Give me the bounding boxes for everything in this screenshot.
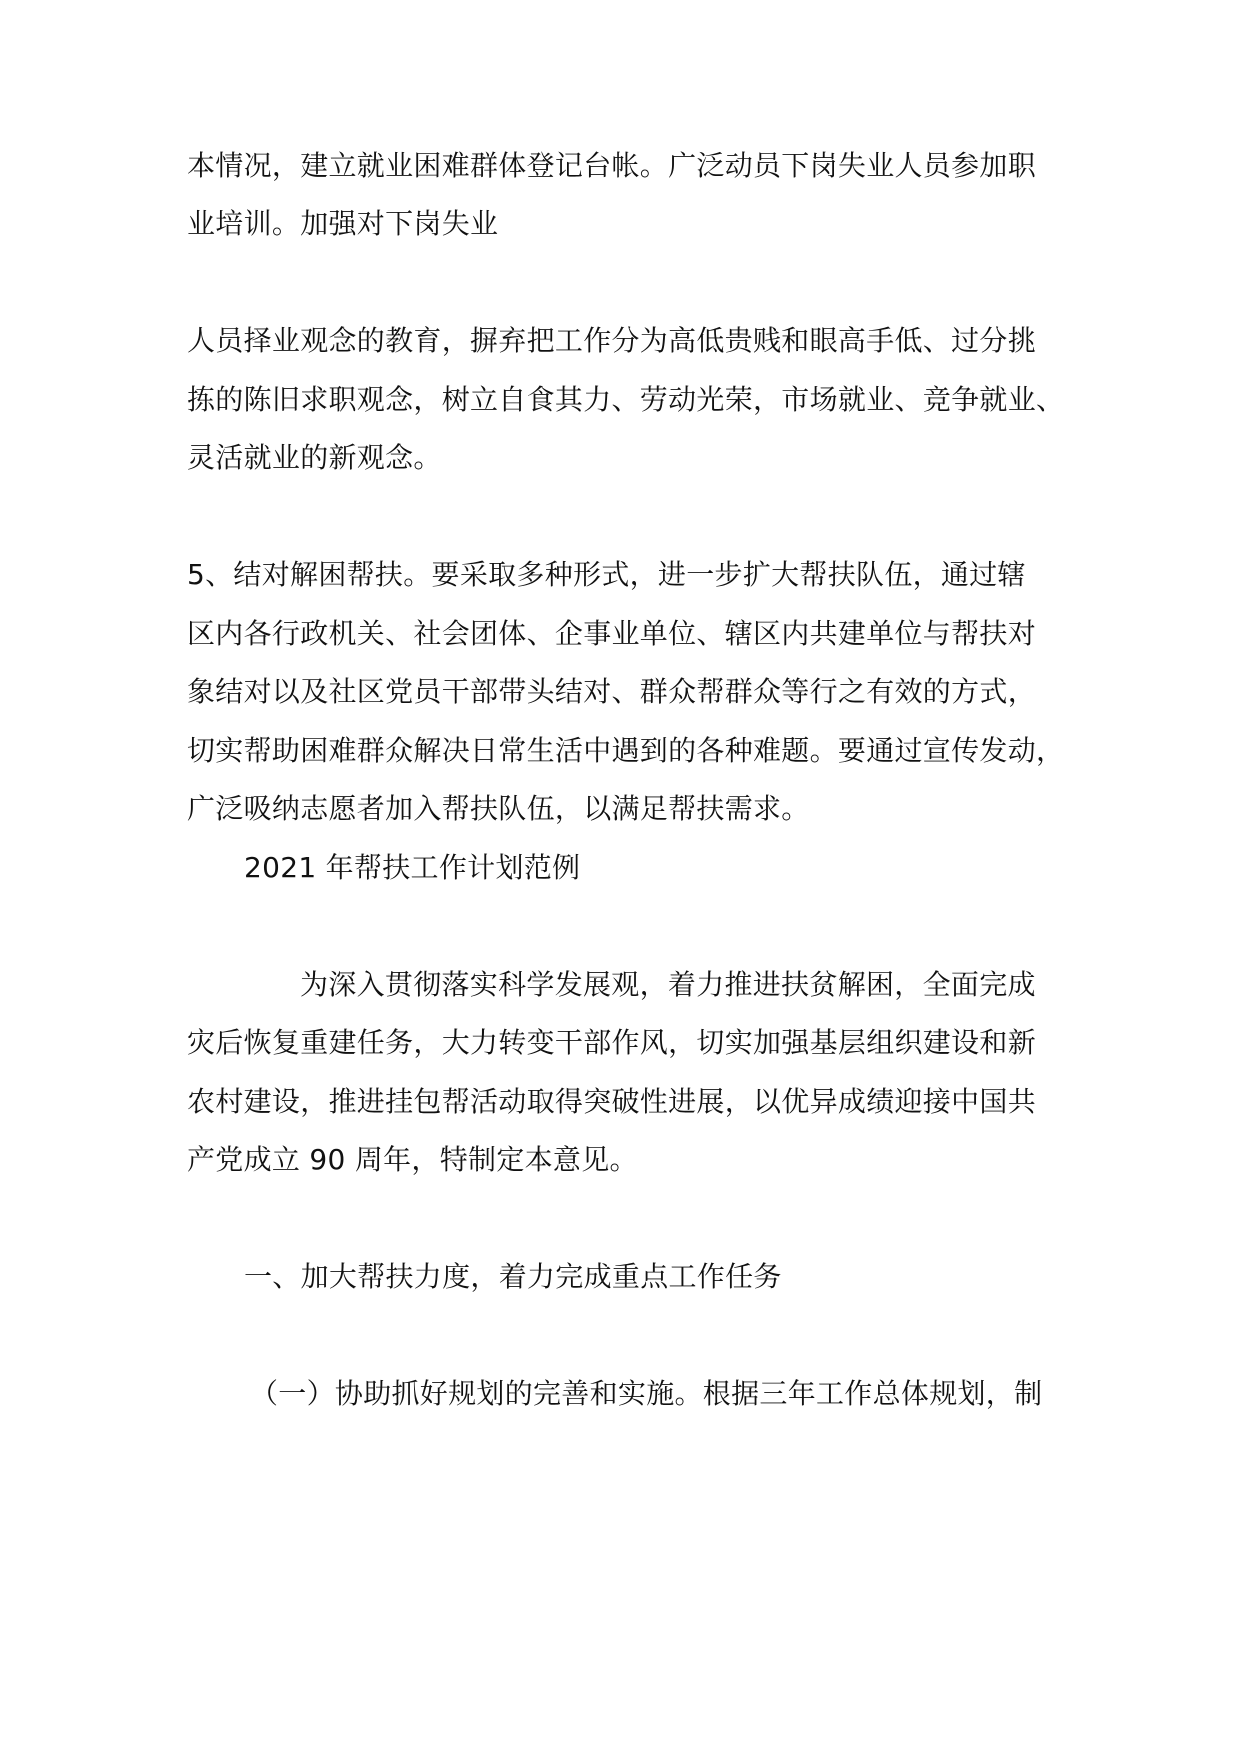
text-line: （一）协助抓好规划的完善和实施。根据三年工作总体规划，制 bbox=[250, 1377, 1043, 1410]
text-line: 象结对以及社区党员干部带头结对、群众帮群众等行之有效的方式， bbox=[187, 675, 1037, 708]
text-line: 人员择业观念的教育，摒弃把工作分为高低贵贱和眼高手低、过分挑 bbox=[187, 324, 1037, 357]
text-line: 产党成立 90 周年，特制定本意见。 bbox=[187, 1143, 638, 1176]
text-line: 农村建设，推进挂包帮活动取得突破性进展，以优异成绩迎接中国共 bbox=[187, 1085, 1037, 1118]
section-heading: 一、加大帮扶力度，着力完成重点工作任务 bbox=[244, 1260, 782, 1293]
text-line: 业培训。加强对下岗失业 bbox=[187, 207, 499, 240]
text-line: 灾后恢复重建任务，大力转变干部作风，切实加强基层组织建设和新 bbox=[187, 1026, 1037, 1059]
section-title: 2021 年帮扶工作计划范例 bbox=[244, 851, 581, 884]
text-line: 为深入贯彻落实科学发展观，着力推进扶贫解困，全面完成 bbox=[300, 968, 1036, 1001]
text-line: 区内各行政机关、社会团体、企事业单位、辖区内共建单位与帮扶对 bbox=[187, 617, 1037, 650]
text-line: 拣的陈旧求职观念，树立自食其力、劳动光荣，市场就业、竞争就业、 bbox=[187, 383, 1065, 416]
text-line: 5、结对解困帮扶。要采取多种形式，进一步扩大帮扶队伍，通过辖 bbox=[187, 558, 1026, 591]
text-line: 本情况，建立就业困难群体登记台帐。广泛动员下岗失业人员参加职 bbox=[187, 149, 1037, 182]
text-line: 广泛吸纳志愿者加入帮扶队伍，以满足帮扶需求。 bbox=[187, 792, 810, 825]
text-line: 切实帮助困难群众解决日常生活中遇到的各种难题。要通过宣传发动， bbox=[187, 734, 1065, 767]
text-line: 灵活就业的新观念。 bbox=[187, 441, 442, 474]
